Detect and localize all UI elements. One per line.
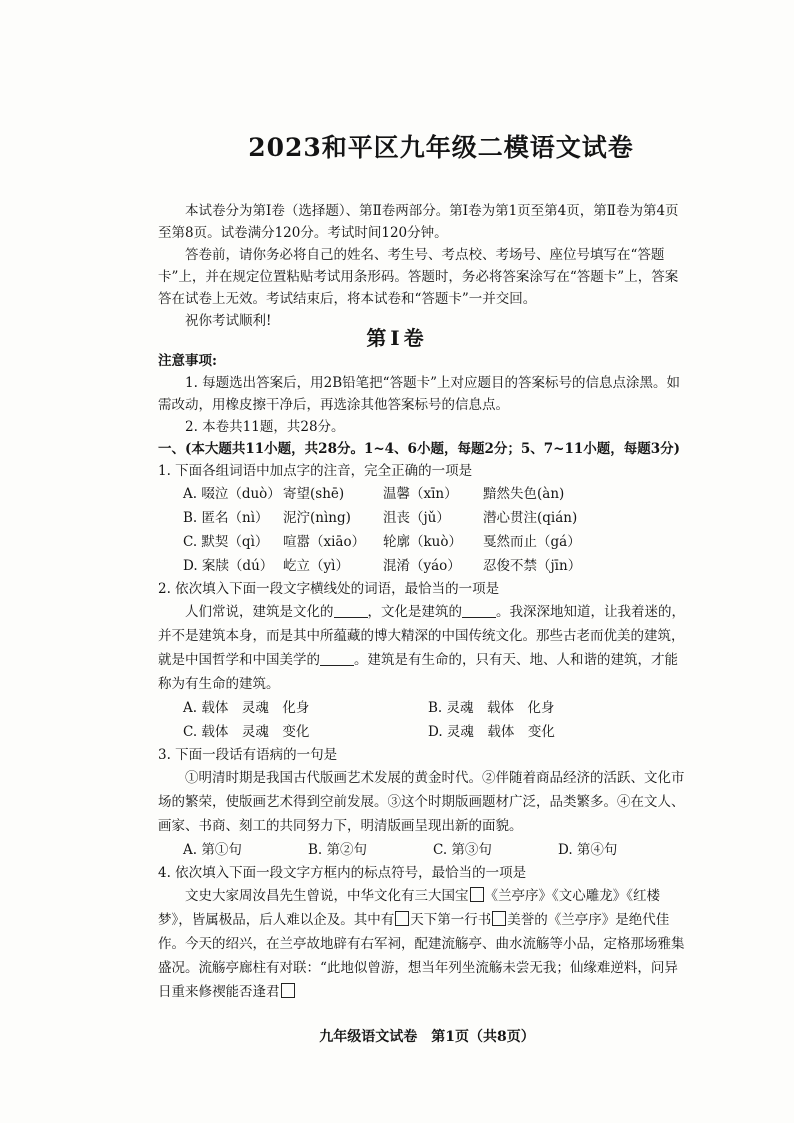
section-title: 第Ⅰ卷 <box>366 326 428 350</box>
notes-item: 2. 本卷共11题，共28分。 <box>185 419 345 435</box>
option: B. 第②句 <box>308 842 368 858</box>
option-word: 黯然失色(àn) <box>483 486 565 502</box>
option-word: 忍俊不禁（jīn） <box>483 558 582 574</box>
question-passage: 文史大家周汝昌先生曾说，中华文化有三大国宝 《兰亭序》《文心雕龙》《红楼梦》，皆属极品，后人难以企及。其中有 天下第一行书 美誉的《兰亭序》是绝代佳作。今天的绍兴，在兰亭故地辟有右军祠，配建流觞亭、曲水流觞等小品，定格那场雅集盛况。流觞亭廊柱有对联：“此地似曾游，想当年列坐流觞未尝无我；仙缘难逆料，问异日重来修禊能否逢君 <box>158 888 685 1000</box>
question-4 <box>158 862 688 1004</box>
page-title: 2023和平区九年级二模语文试卷 <box>248 133 634 162</box>
question-2 <box>158 578 688 744</box>
option: D. 第④句 <box>558 842 618 858</box>
option-word: 喧嚣（xiāo） <box>283 534 366 550</box>
punctuation-box <box>395 911 409 926</box>
option-word: 沮丧（jǔ） <box>383 510 450 526</box>
option-word: 混淆（yáo） <box>383 558 461 574</box>
option-word: 温馨（xīn） <box>383 486 458 502</box>
question-passage: 人们常说，建筑是文化的 ，文化是建筑的 。我深深地知道，让我着迷的，并不是建筑本身，而是其中所蕴藏的博大精深的中国传统文化。那些古老而优美的建筑，就是中国哲学和中国美学的 。建筑是有生命的，只有天、地、人和谐的建筑，才能称为有生命的建筑。 <box>158 604 685 692</box>
punctuation-box <box>281 983 295 998</box>
fill-blank <box>334 603 368 618</box>
question-stem: 2. 依次填入下面一段文字横线处的词语，最恰当的一项是 <box>158 581 500 597</box>
option-word: B. 匿名（nì） <box>183 510 269 526</box>
option: C. 第③句 <box>433 842 492 858</box>
option-word: 潜心贯注(qián) <box>483 510 578 526</box>
option-row <box>183 482 688 506</box>
option: A. 载体 灵魂 化身 <box>183 700 310 716</box>
option-row <box>183 696 688 720</box>
question-3 <box>158 744 688 862</box>
option-word: A. 啜泣（duò） <box>183 486 281 502</box>
option-row <box>183 720 688 744</box>
option-row <box>183 554 688 578</box>
page-footer: 九年级语文试卷 第1页（共8页） <box>319 1029 535 1045</box>
option-row <box>183 530 688 554</box>
option: B. 灵魂 载体 化身 <box>428 700 555 716</box>
q3-options <box>158 838 688 862</box>
intro-block <box>158 200 686 332</box>
punctuation-box <box>470 887 484 902</box>
intro-paragraph: 祝你考试顺利! <box>185 313 272 329</box>
option-word: C. 默契（qì） <box>183 534 269 550</box>
option-word: 轮廓（kuò） <box>383 534 463 550</box>
question-stem: 4. 依次填入下面一段文字方框内的标点符号，最恰当的一项是 <box>158 865 527 881</box>
fill-blank <box>462 603 496 618</box>
fill-blank <box>320 651 354 666</box>
question-1 <box>158 460 688 578</box>
part-heading: 一、(本大题共11小题，共28分。1~4、6小题，每题2分；5、7~11小题，每题3分) <box>158 441 681 457</box>
option: C. 载体 灵魂 变化 <box>183 724 310 740</box>
option: A. 第①句 <box>183 842 242 858</box>
question-stem: 3. 下面一段话有语病的一句是 <box>158 747 338 763</box>
option-word: 屹立（yì） <box>283 558 349 574</box>
intro-paragraph: 答卷前，请你务必将自己的姓名、考生号、考点校、考场号、座位号填写在“答题卡”上，并在规定位置粘贴考试用条形码。答题时，务必将答案涂写在“答题卡”上，答案答在试卷上无效。考试结束后，将本试卷和“答题卡”一并交回。 <box>158 247 679 307</box>
option-word: D. 案牍（dú） <box>183 558 274 574</box>
notes-block <box>158 350 688 1004</box>
q2-options <box>158 696 688 744</box>
question-passage: ①明清时期是我国古代版画艺术发展的黄金时代。②伴随着商品经济的活跃、文化市场的繁荣，使版画艺术得到空前发展。③这个时期版画题材广泛，品类繁多。④在文人、画家、书商、刻工的共同努力下，明清版画呈现出新的面貌。 <box>158 770 685 834</box>
option-row <box>183 506 688 530</box>
option: D. 灵魂 载体 变化 <box>428 724 555 740</box>
option-word: 泥泞(nìng) <box>283 510 351 526</box>
notes-item: 1. 每题选出答案后，用2B铅笔把“答题卡”上对应题目的答案标号的信息点涂黑。如需改动，用橡皮擦干净后，再选涂其他答案标号的信息点。 <box>158 375 680 413</box>
q1-options <box>158 482 688 578</box>
option-word: 寄望(shē) <box>283 486 345 502</box>
notes-heading: 注意事项: <box>158 353 217 369</box>
punctuation-box <box>492 911 506 926</box>
option-word: 戛然而止（gá） <box>483 534 581 550</box>
intro-paragraph: 本试卷分为第Ⅰ卷（选择题）、第Ⅱ卷两部分。第Ⅰ卷为第1页至第4页，第Ⅱ卷为第4页至第8页。试卷满分120分。考试时间120分钟。 <box>158 203 679 241</box>
question-stem: 1. 下面各组词语中加点字的注音，完全正确的一项是 <box>158 463 473 479</box>
